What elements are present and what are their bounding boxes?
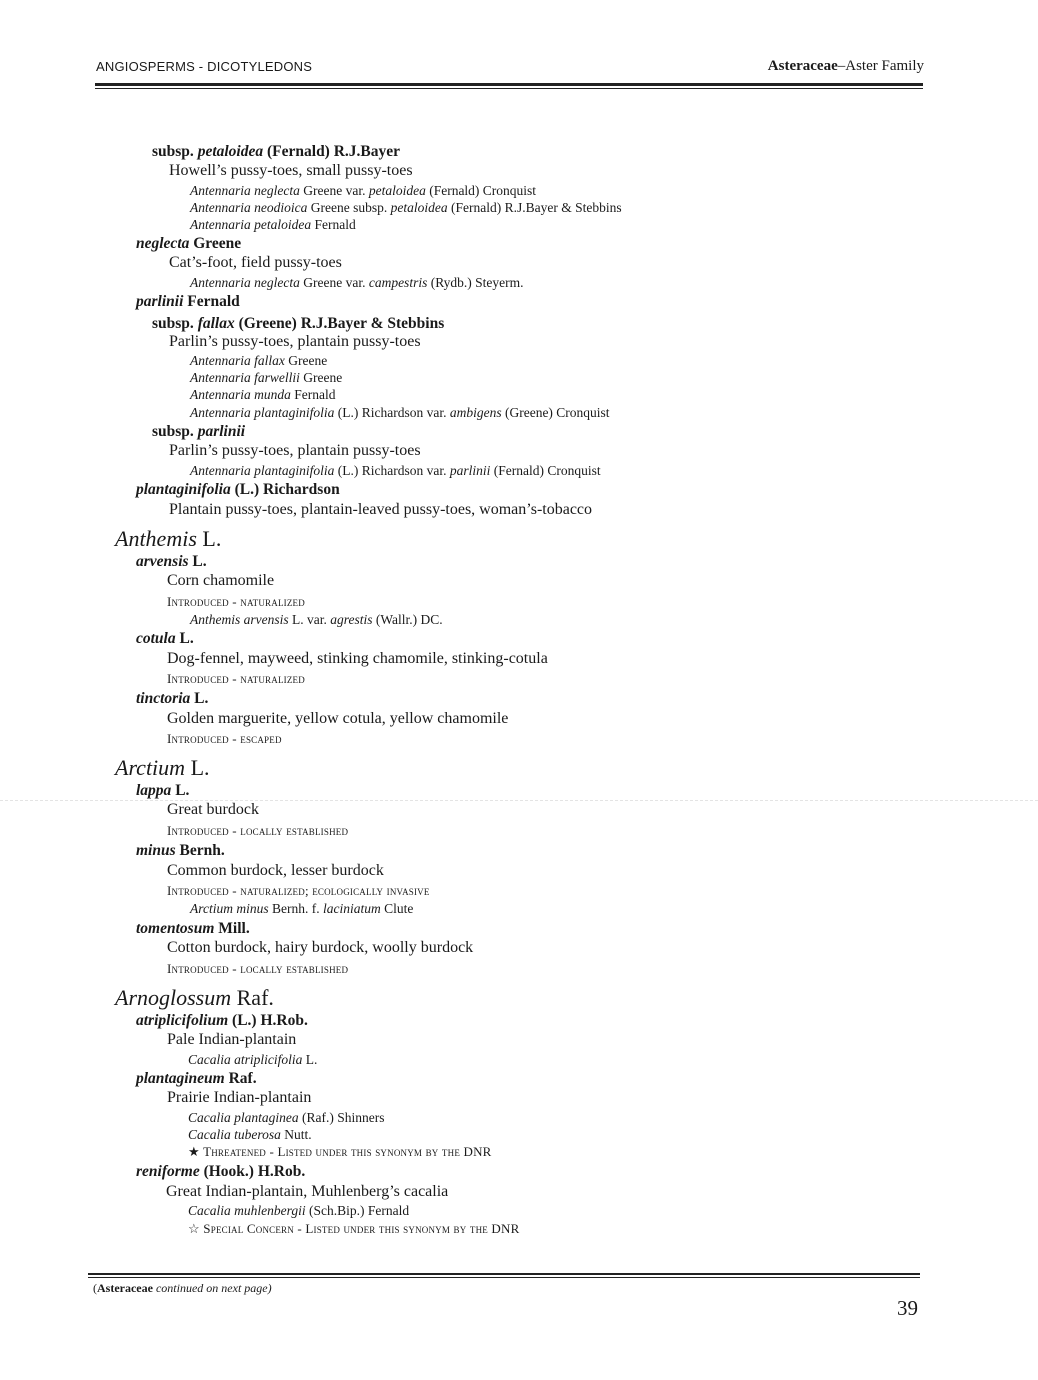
- continued-note: (Asteraceae continued on next page): [93, 1281, 272, 1295]
- subspecies-heading: subsp. petaloidea (Fernald) R.J.Bayer: [152, 143, 401, 160]
- status-note: Introduced - naturalized; ecologically invasive: [167, 883, 430, 898]
- common-names: Parlin’s pussy-toes, plantain pussy-toes: [169, 333, 421, 350]
- species-heading: plantaginifolia (L.) Richardson: [136, 481, 340, 498]
- synonym: Antennaria munda Fernald: [190, 387, 336, 402]
- status-note: Introduced - naturalized: [167, 671, 305, 686]
- subspecies-heading: subsp. parlinii: [152, 423, 246, 440]
- running-header-family: [768, 58, 924, 75]
- conservation-status: ☆ Special Concern - Listed under this synonym by the DNR: [188, 1221, 520, 1236]
- species-heading: tomentosum Mill.: [136, 920, 250, 937]
- footer-rule-thin: [88, 1277, 920, 1278]
- common-names: Plantain pussy-toes, plantain-leaved pussy-toes, woman’s-tobacco: [169, 501, 593, 518]
- common-names: Parlin’s pussy-toes, plantain pussy-toes: [169, 442, 421, 459]
- header-rule-thick: [95, 83, 923, 86]
- filled-star-icon: ★: [188, 1144, 200, 1159]
- species-heading: tinctoria L.: [136, 690, 209, 707]
- synonym: Cacalia tuberosa Nutt.: [188, 1127, 312, 1142]
- species-heading: cotula L.: [136, 630, 194, 647]
- header-family-common: –Aster Family: [837, 58, 924, 74]
- synonym: Arctium minus Bernh. f. laciniatum Clute: [190, 901, 414, 916]
- common-names: Cotton burdock, hairy burdock, woolly burdock: [167, 939, 474, 956]
- status-note: Introduced - escaped: [167, 731, 282, 746]
- genus-heading: Arnoglossum Raf.: [115, 985, 274, 1010]
- species-heading: plantagineum Raf.: [136, 1070, 257, 1087]
- page-number: 39: [897, 1296, 918, 1320]
- common-names: Pale Indian-plantain: [167, 1031, 297, 1048]
- synonym: Antennaria petaloidea Fernald: [190, 217, 356, 232]
- genus-heading: Anthemis L.: [115, 526, 222, 551]
- outline-star-icon: ☆: [188, 1221, 200, 1236]
- species-heading: reniforme (Hook.) H.Rob.: [136, 1163, 306, 1180]
- synonym: Cacalia plantaginea (Raf.) Shinners: [188, 1110, 385, 1125]
- common-names: Golden marguerite, yellow cotula, yellow chamomile: [167, 710, 509, 727]
- common-names: Great Indian-plantain, Muhlenberg’s cacalia: [166, 1183, 449, 1200]
- synonym: Antennaria neodioica Greene subsp. petaloidea (Fernald) R.J.Bayer & Stebbins: [190, 200, 622, 215]
- status-note: Introduced - locally established: [167, 961, 349, 976]
- footer-rule-thick: [88, 1273, 920, 1275]
- synonym: Cacalia muhlenbergii (Sch.Bip.) Fernald: [188, 1203, 410, 1218]
- synonym: Antennaria farwellii Greene: [190, 370, 343, 385]
- status-note: Introduced - locally established: [167, 823, 349, 838]
- common-names: Common burdock, lesser burdock: [167, 862, 384, 879]
- subspecies-heading: subsp. fallax (Greene) R.J.Bayer & Stebbins: [152, 315, 445, 332]
- species-heading: lappa L.: [136, 782, 190, 799]
- synonym: Cacalia atriplicifolia L.: [188, 1052, 318, 1067]
- species-heading: parlinii Fernald: [136, 293, 240, 310]
- common-names: Great burdock: [167, 801, 259, 818]
- header-rule-thin: [95, 88, 923, 89]
- species-heading: minus Bernh.: [136, 842, 225, 859]
- synonym: Antennaria plantaginifolia (L.) Richardson var. ambigens (Greene) Cronquist: [190, 405, 610, 420]
- synonym: Antennaria neglecta Greene var. petaloidea (Fernald) Cronquist: [190, 183, 537, 198]
- common-names: Prairie Indian-plantain: [167, 1089, 312, 1106]
- synonym: Antennaria neglecta Greene var. campestris (Rydb.) Steyerm.: [190, 275, 524, 290]
- common-names: Corn chamomile: [167, 572, 275, 589]
- header-family-name: Asteraceae: [767, 58, 838, 74]
- species-heading: atriplicifolium (L.) H.Rob.: [136, 1012, 308, 1029]
- synonym: Anthemis arvensis L. var. agrestis (Wallr.) DC.: [190, 612, 443, 627]
- common-names: Howell’s pussy-toes, small pussy-toes: [169, 162, 413, 179]
- status-note: Introduced - naturalized: [167, 594, 305, 609]
- scan-artifact-line: [0, 800, 1038, 801]
- species-heading: neglecta Greene: [136, 235, 242, 252]
- conservation-status: ★ Threatened - Listed under this synonym by the DNR: [188, 1144, 492, 1159]
- genus-heading: Arctium L.: [115, 755, 210, 780]
- running-header-section: ANGIOSPERMS - DICOTYLEDONS: [96, 59, 313, 74]
- common-names: Dog-fennel, mayweed, stinking chamomile, stinking-cotula: [167, 650, 548, 667]
- common-names: Cat’s-foot, field pussy-toes: [169, 254, 342, 271]
- synonym: Antennaria fallax Greene: [190, 353, 328, 368]
- synonym: Antennaria plantaginifolia (L.) Richardson var. parlinii (Fernald) Cronquist: [190, 463, 601, 478]
- species-heading: arvensis L.: [136, 553, 207, 570]
